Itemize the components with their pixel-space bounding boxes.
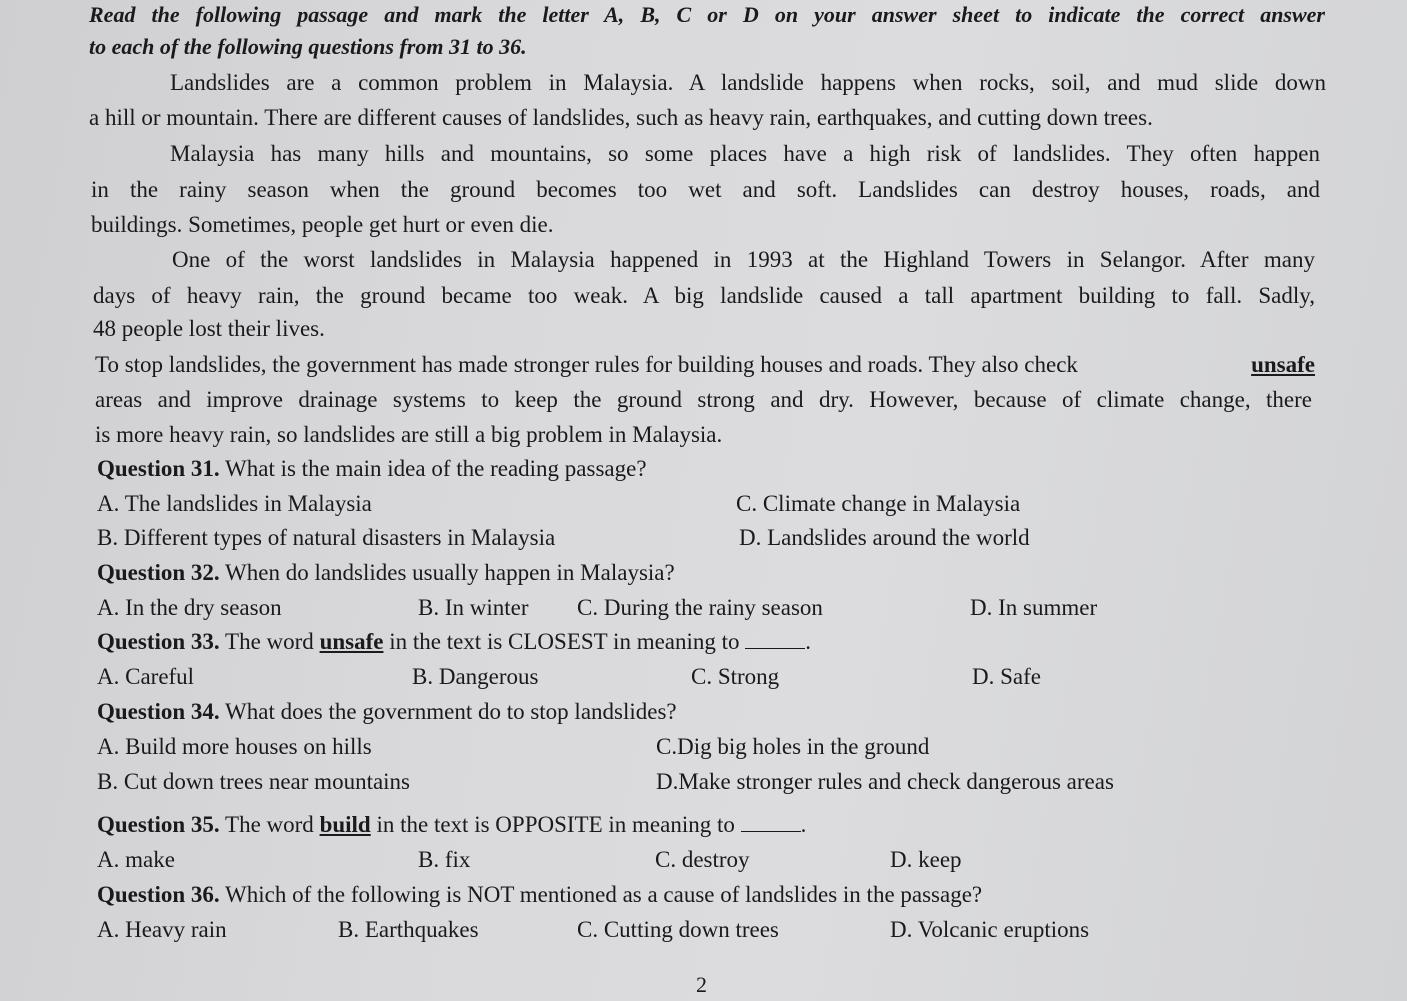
question-31-label: Question 31. <box>97 456 220 481</box>
question-31-text: What is the main idea of the reading passage? <box>225 456 647 481</box>
passage-p3-line-1: One of the worst landslides in Malaysia happened in 1993 at the Highland Towers in Selangor. After many <box>172 247 1315 272</box>
passage-p3-line-2: days of heavy rain, the ground became too weak. A big landslide caused a tall apartment building to fall. Sadly, <box>93 283 1315 308</box>
q33-option-c[interactable]: C. Strong <box>691 664 780 689</box>
passage-p2-line-1: Malaysia has many hills and mountains, so some places have a high risk of landslides. They often happen <box>170 141 1320 166</box>
question-35-text-pre: The word <box>225 812 314 837</box>
passage-p4-line-1-text: To stop landslides, the government has made stronger rules for building houses and roads. They also check <box>95 352 1078 377</box>
q33-option-a[interactable]: A. Careful <box>97 664 195 689</box>
question-33-end: . <box>805 629 812 654</box>
question-34-label: Question 34. <box>97 699 220 724</box>
passage-p4-line-1 <box>95 350 1315 380</box>
q36-option-b[interactable]: B. Earthquakes <box>338 917 479 942</box>
q35-option-a[interactable]: A. make <box>97 847 175 872</box>
q34-option-d[interactable]: D.Make stronger rules and check dangerous areas <box>656 769 1114 794</box>
passage-p1-line-2: a hill or mountain. There are different causes of landslides, such as heavy rain, earthquakes, and cutting down trees. <box>89 105 1153 130</box>
q33-option-b[interactable]: B. Dangerous <box>412 664 539 689</box>
q32-option-d[interactable]: D. In summer <box>970 595 1098 620</box>
q32-option-b[interactable]: B. In winter <box>418 595 529 620</box>
q35-option-d[interactable]: D. keep <box>890 847 962 872</box>
question-36 <box>97 880 982 910</box>
q36-option-c[interactable]: C. Cutting down trees <box>577 917 779 942</box>
q34-option-b[interactable]: B. Cut down trees near mountains <box>97 769 411 794</box>
question-33-word: unsafe <box>319 629 384 654</box>
question-32-label: Question 32. <box>97 560 220 585</box>
q33-option-d[interactable]: D. Safe <box>972 664 1041 689</box>
q31-option-b[interactable]: B. Different types of natural disasters in Malaysia <box>97 525 556 550</box>
question-35-label: Question 35. <box>97 812 220 837</box>
question-36-label: Question 36. <box>97 882 220 907</box>
question-33-blank <box>745 630 805 649</box>
page-number: 2 <box>696 972 707 997</box>
q35-option-c[interactable]: C. destroy <box>655 847 750 872</box>
q35-option-b[interactable]: B. fix <box>418 847 471 872</box>
q36-option-a[interactable]: A. Heavy rain <box>97 917 227 942</box>
passage-p2-line-2: in the rainy season when the ground becomes too wet and soft. Landslides can destroy houses, roads, and <box>91 177 1320 202</box>
question-33 <box>97 627 811 657</box>
q32-option-c[interactable]: C. During the rainy season <box>577 595 823 620</box>
question-33-text-post: in the text is CLOSEST in meaning to <box>389 629 740 654</box>
q31-option-d[interactable]: D. Landslides around the world <box>739 525 1030 550</box>
q32-option-a[interactable]: A. In the dry season <box>97 595 282 620</box>
instructions-line-2: to each of the following questions from 31 to 36. <box>89 34 527 59</box>
q31-option-a[interactable]: A. The landslides in Malaysia <box>97 491 372 516</box>
q34-option-a[interactable]: A. Build more houses on hills <box>97 734 372 759</box>
question-34 <box>97 697 677 727</box>
question-33-text-pre: The word <box>225 629 314 654</box>
q34-option-c[interactable]: C.Dig big holes in the ground <box>656 734 930 759</box>
passage-p3-line-3: 48 people lost their lives. <box>93 316 325 341</box>
instructions-line-1: Read the following passage and mark the letter A, B, C or D on your answer sheet to indicate the correct answer <box>89 2 1325 27</box>
question-36-text: Which of the following is NOT mentioned as a cause of landslides in the passage? <box>225 882 983 907</box>
question-35 <box>97 810 806 840</box>
question-35-blank <box>741 813 801 832</box>
q36-option-d[interactable]: D. Volcanic eruptions <box>890 917 1090 942</box>
passage-p1-line-1: Landslides are a common problem in Malaysia. A landslide happens when rocks, soil, and mud slide down <box>170 70 1326 95</box>
question-33-label: Question 33. <box>97 629 220 654</box>
question-35-text-post: in the text is OPPOSITE in meaning to <box>376 812 735 837</box>
passage-p4-line-3: is more heavy rain, so landslides are still a big problem in Malaysia. <box>95 422 723 447</box>
question-32-text: When do landslides usually happen in Malaysia? <box>225 560 675 585</box>
q31-option-c[interactable]: C. Climate change in Malaysia <box>736 491 1021 516</box>
question-31 <box>97 454 647 484</box>
passage-p2-line-3: buildings. Sometimes, people get hurt or even die. <box>91 212 554 237</box>
question-35-word: build <box>319 812 371 837</box>
question-32 <box>97 558 675 588</box>
passage-word-unsafe: unsafe <box>1251 352 1315 377</box>
question-34-text: What does the government do to stop landslides? <box>225 699 677 724</box>
question-35-end: . <box>800 812 807 837</box>
passage-p4-line-2: areas and improve drainage systems to keep the ground strong and dry. However, because of climate change, there <box>95 387 1312 412</box>
